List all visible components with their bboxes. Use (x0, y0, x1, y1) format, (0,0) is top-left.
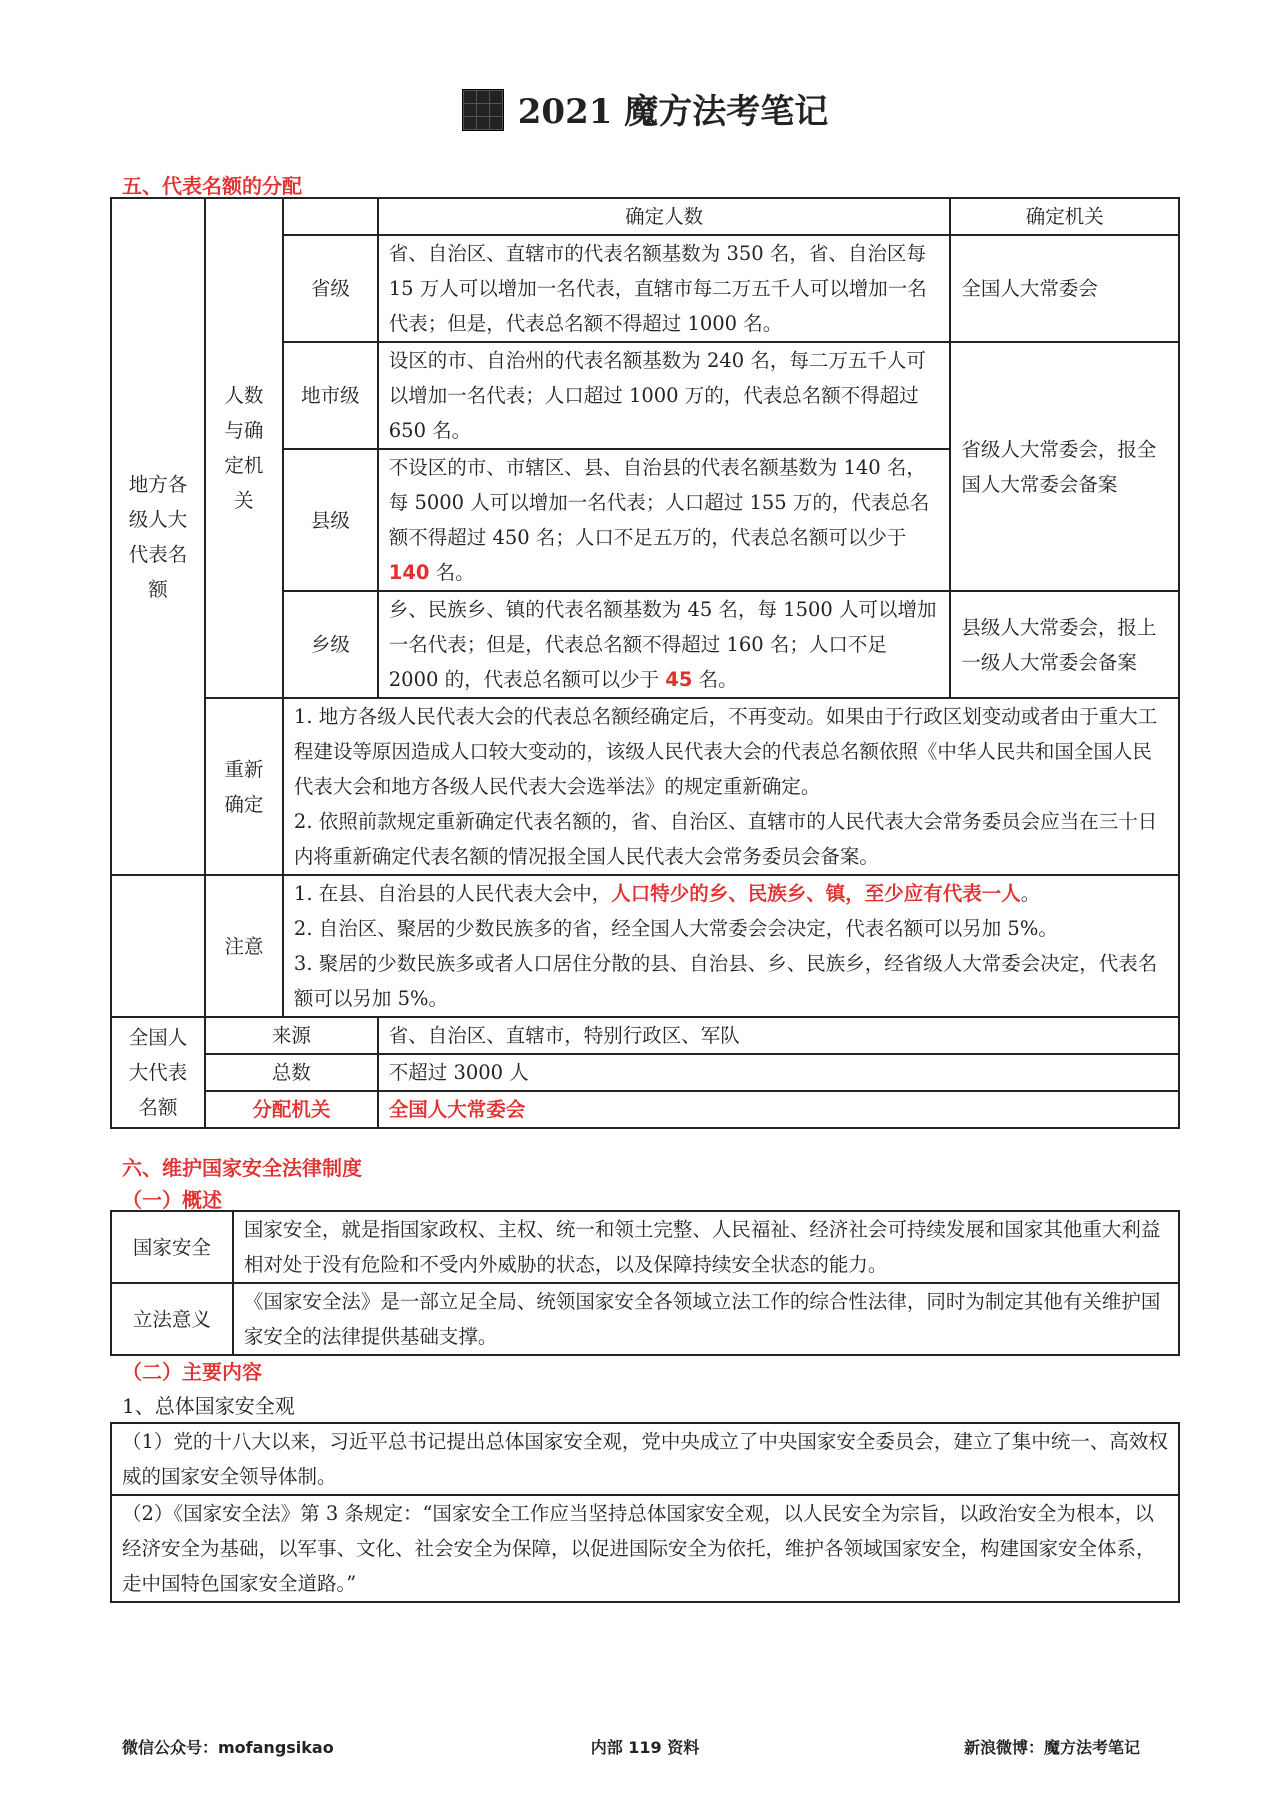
national-security-label: 国家安全 (111, 1211, 233, 1283)
col-header-organ: 确定机关 (950, 198, 1179, 235)
content-table (110, 1422, 1180, 1603)
level-province: 省级 (283, 235, 378, 342)
source-label: 来源 (205, 1017, 378, 1054)
col-header-count: 确定人数 (378, 198, 951, 235)
source-value: 省、自治区、直辖市，特别行政区、军队 (378, 1017, 1179, 1054)
footer-wechat: 微信公众号：mofangsikao (122, 1738, 334, 1757)
notes-blank-cell (111, 875, 205, 1017)
level-city: 地市级 (283, 342, 378, 449)
content-para-2: （2）《国家安全法》第 3 条规定：“国家安全工作应当坚持总体国家安全观，以人民安全为宗旨，以政治安全为根本，以经济安全为基础，以军事、文化、社会安全为保障，以促进国际安全为依托，维护各领域国家安全，构建国家安全体系，走中国特色国家安全道路。” (111, 1495, 1179, 1602)
town-text: 乡、民族乡、镇的代表名额基数为 45 名，每 1500 人可以增加一名代表；但是，代表总名额不得超过 160 名；人口不足 2000 的，代表总名额可以少于 45 名。 (378, 591, 951, 698)
section6-heading: 六、维护国家安全法律制度 (122, 1156, 362, 1180)
item1-heading: 1、总体国家安全观 (122, 1394, 295, 1418)
footer-page: 内部 119 资料 (590, 1738, 700, 1757)
county-min-number: 140 (388, 561, 430, 584)
town-min-number: 45 (665, 668, 693, 691)
alloc-value: 全国人大常委会 (378, 1091, 1179, 1128)
title-text: 2021 魔方法考笔记 (517, 92, 829, 132)
section5-heading: 五、代表名额的分配 (122, 174, 302, 198)
overview-heading: （一）概述 (122, 1188, 222, 1212)
notes-text: 1. 在县、自治县的人民代表大会中，人口特少的乡、民族乡、镇，至少应有代表一人。 2. 自治区、聚居的少数民族多的省，经全国人大常委会会决定，代表名额可以另加 5%。 3. 聚居的少数民族多或者人口居住分散的县、自治县、乡、民族乡，经省级人大常委会决定，代表名额可以另加 5%。 (283, 875, 1179, 1017)
redetermine-label: 重新确定 (205, 698, 283, 875)
level-town: 乡级 (283, 591, 378, 698)
county-text: 不设区的市、市辖区、县、自治县的代表名额基数为 140 名，每 5000 人可以增加一名代表；人口超过 155 万的，代表总名额不得超过 450 名；人口不足五万的，代表总名额可以少于 140 名。 (378, 449, 951, 591)
national-security-text: 国家安全，就是指国家政权、主权、统一和领土完整、人民福祉、经济社会可持续发展和国家其他重大利益相对处于没有危险和不受内外威胁的状态，以及保障持续安全状态的能力。 (233, 1211, 1179, 1283)
notes-label: 注意 (205, 875, 283, 1017)
group-label: 人数与确定机关 (205, 198, 283, 698)
quota-table (110, 197, 1180, 1129)
province-text: 省、自治区、直辖市的代表名额基数为 350 名，省、自治区每 15 万人可以增加一名代表，直辖市每二万五千人可以增加一名代表；但是，代表总名额不得超过 1000 名。 (378, 235, 951, 342)
town-organ: 县级人大常委会，报上一级人大常委会备案 (950, 591, 1179, 698)
total-label: 总数 (205, 1054, 378, 1091)
footer-weibo: 新浪微博：魔方法考笔记 (963, 1738, 1140, 1757)
province-organ: 全国人大常委会 (950, 235, 1179, 342)
alloc-label: 分配机关 (205, 1091, 378, 1128)
blank-header-cell (283, 198, 378, 235)
content-para-1: （1）党的十八大以来，习近平总书记提出总体国家安全观，党中央成立了中央国家安全委员会，建立了集中统一、高效权威的国家安全领导体制。 (111, 1423, 1179, 1495)
main-content-heading: （二）主要内容 (122, 1360, 262, 1384)
legislative-meaning-text: 《国家安全法》是一部立足全局、统领国家安全各领域立法工作的综合性法律，同时为制定其他有关维护国家安全的法律提供基础支撑。 (233, 1283, 1179, 1355)
redetermine-text: 1. 地方各级人民代表大会的代表总名额经确定后，不再变动。如果由于行政区划变动或者由于重大工程建设等原因造成人口较大变动的，该级人民代表大会的代表总名额依照《中华人民共和国全国人民代表大会和地方各级人民代表大会选举法》的规定重新确定。 2. 依照前款规定重新确定代表名额的，省、自治区、直辖市的人民代表大会常务委员会应当在三十日内将重新确定代表名额的情况报全国人民代表大会常务委员会备案。 (283, 698, 1179, 875)
city-county-organ: 省级人大常委会，报全国人大常委会备案 (950, 342, 1179, 591)
legislative-meaning-label: 立法意义 (111, 1283, 233, 1355)
rubiks-cube-icon (462, 89, 504, 131)
overview-table (110, 1210, 1180, 1356)
level-county: 县级 (283, 449, 378, 591)
national-label: 全国人大代表名额 (111, 1017, 205, 1128)
page-title (110, 86, 1180, 138)
local-label: 地方各级人大代表名额 (111, 198, 205, 875)
city-text: 设区的市、自治州的代表名额基数为 240 名，每二万五千人可以增加一名代表；人口超过 1000 万的，代表总名额不得超过 650 名。 (378, 342, 951, 449)
total-value: 不超过 3000 人 (378, 1054, 1179, 1091)
